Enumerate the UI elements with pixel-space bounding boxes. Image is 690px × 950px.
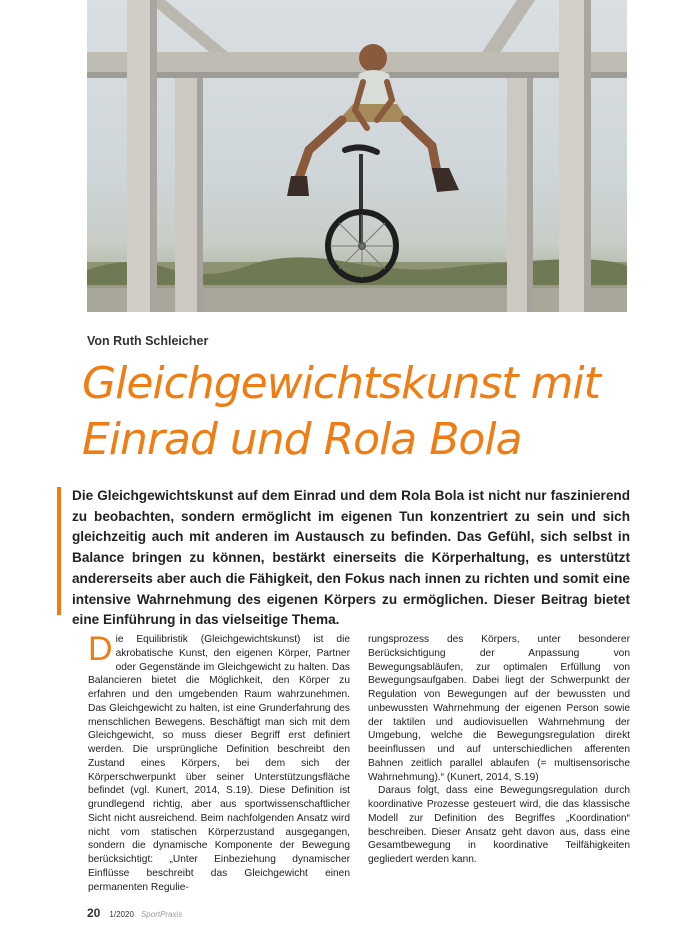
page-number: 20 [87,906,101,920]
title-line-2: Einrad und Rola Bola [82,414,522,465]
body-column-left [88,630,350,894]
body-column-right [368,633,630,867]
drop-cap: D [88,630,113,668]
issue-label: 1/2020 [109,910,134,919]
article-title [82,356,642,468]
author-byline: Von Ruth Schleicher [87,334,209,348]
body-right-paragraph-2: Daraus folgt, dass eine Bewegungsregulation durch koordinative Prozesse gesteuert wird, die das klassische Modell zur Definition des Begriffes „Koordination“ beschreiben. Dieser Ansatz geht davon aus, dass eine Gesamtbewegung in koordinative Teilfähigkeiten gegliedert werden kann. [368,785,630,865]
body-paragraph [88,630,350,894]
title-line-1: Gleichgewichtskunst mit [82,358,600,409]
body-right-paragraph-1: rungsprozess des Körpers, unter besonderer Berücksichtigung der Anpassung von Bewegungsabläufen, zur optimalen Erfüllung von Bewegungsaufgaben. Dabei liegt der Schwerpunkt der Regulation von Bewegungen auf der bewussten und unbewussten Wahrnehmung der eigenen Person sowie der taktilen und audiovisuellen Wahrnehmung der Umgebung, welche die Bewegungsregulation direkt beeinflussen und auf unterschiedlichen afferenten Bahnen zeitlich parallel ablaufen (= multisensorische Wahrnehmung).“ (Kunert, 2014, S.19) [368,634,630,783]
lead-accent-bar [57,487,61,615]
unicycle-jumper-illustration [87,0,627,312]
body-left-text: ie Equilibristik (Gleichgewichtskunst) ist die akrobatische Kunst, den eigenen Körper, Partner oder Gegenstände im Gleichgewicht zu halten. Das Balancieren bietet die Möglichkeit, den Körper zu erfahren und den umgebenden Raum wahrzunehmen. Das Gleichgewicht zu halten, ist eine Grunderfahrung des menschlichen Bewegens. Beschäftigt man sich mit dem Gleichgewicht, so muss dieser Begriff erst definiert werden. Die ursprüngliche Definition beschreibt den Zustand eines Körpers, bei dem sich der Körperschwerpunkt über seiner Unterstützungsfläche befindet (vgl. Kunert, 2014, S.19). Diese Definition ist grundlegend richtig, aber aus sportwissenschaftlicher Sicht nicht ausreichend. Beim nachfolgenden Ansatz wird nicht vom statischen Körperzustand ausgegangen, sondern die dynamische Komponente der Bewegung berücksichtigt: „Unter Einbeziehung dynamischer Einflüsse beschreibt das Gleichgewicht einen permanenten Regulie- [88,634,350,893]
lead-paragraph: Die Gleichgewichtskunst auf dem Einrad und dem Rola Bola ist nicht nur faszinierend zu beobachten, sondern ermöglicht im eigenen Tun konzentriert zu sein und sich gleichzeitig auch mit anderen im Austausch zu befinden. Das Gefühl, sich selbst in Balance bringen zu können, bestärkt einerseits die Körperhaltung, es unterstützt andererseits aber auch die Fähigkeit, den Fokus nach innen zu richten und somit eine intensive Wahrnehmung des eigenen Körpers zu ermöglichen. Dieser Beitrag bietet eine Einführung in das vielseitige Thema. [72,488,630,628]
magazine-name: SportPraxis [140,910,183,919]
page-footer [87,906,182,920]
hero-photo [87,0,627,312]
body-text [88,630,630,893]
